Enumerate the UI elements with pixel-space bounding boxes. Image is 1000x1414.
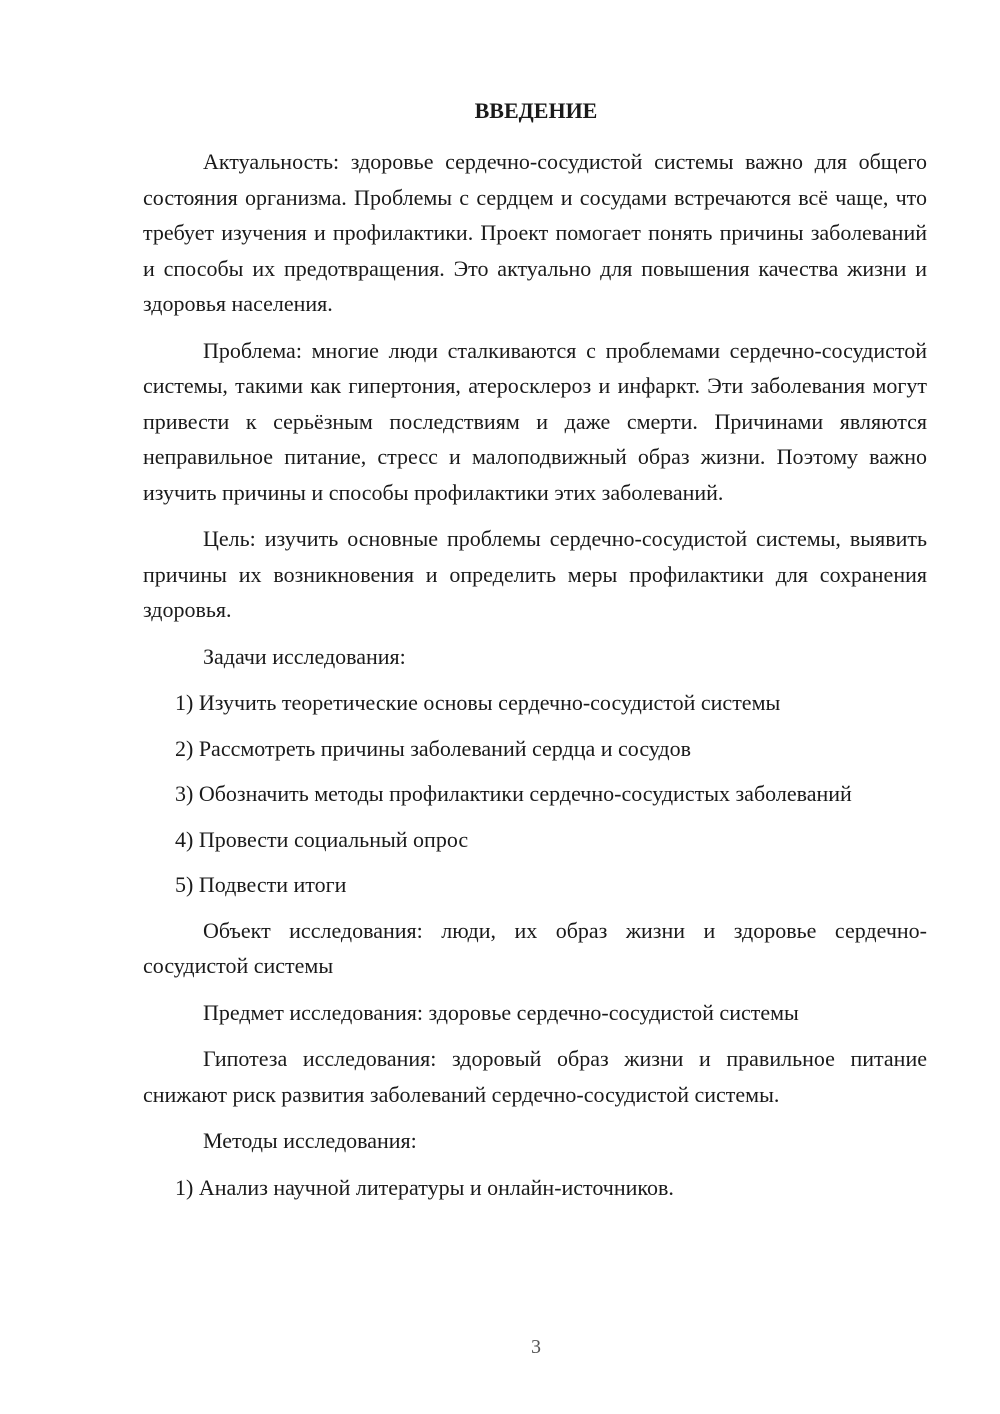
relevance-paragraph: Актуальность: здоровье сердечно-сосудистой системы важно для общего состояния организма. Проблемы с сердцем и сосудами встречаются всё чаще, что требует изучения и профилактики. Проект помогает понять причины заболеваний и способы их предотвращения. Это актуально для повышения качества жизни и здоровья населения. <box>143 149 927 316</box>
document-body <box>143 144 927 1215</box>
object-paragraph: Объект исследования: люди, их образ жизни и здоровье сердечно-сосудистой системы <box>143 917 927 978</box>
task-item: 1) Изучить теоретические основы сердечно-сосудистой системы <box>175 690 781 715</box>
subject-paragraph: Предмет исследования: здоровье сердечно-сосудистой системы <box>203 999 799 1025</box>
page-number: 3 <box>531 1336 541 1358</box>
tasks-heading: Задачи исследования: <box>203 643 406 669</box>
methods-heading: Методы исследования: <box>203 1128 417 1153</box>
task-item: 3) Обозначить методы профилактики сердечно-сосудистых заболеваний <box>175 781 852 806</box>
goal-paragraph: Цель: изучить основные проблемы сердечно-сосудистой системы, выявить причины их возникновения и определить меры профилактики для сохранения здоровья. <box>143 526 927 622</box>
page-title: ВВЕДЕНИЕ <box>474 98 598 123</box>
task-item: 4) Провести социальный опрос <box>175 826 469 852</box>
method-item: 1) Анализ научной литературы и онлайн-источников. <box>175 1174 674 1200</box>
task-item: 5) Подвести итоги <box>175 872 347 897</box>
problem-paragraph: Проблема: многие люди сталкиваются с проблемами сердечно-сосудистой системы, такими как гипертония, атеросклероз и инфаркт. Эти заболевания могут привести к серьёзным последствиям и даже смерти. Причинами являются неправильное питание, стресс и малоподвижный образ жизни. Поэтому важно изучить причины и способы профилактики этих заболеваний. <box>143 337 927 505</box>
task-item: 2) Рассмотреть причины заболеваний сердца и сосудов <box>175 735 692 761</box>
hypothesis-paragraph: Гипотеза исследования: здоровый образ жизни и правильное питание снижают риск развития заболеваний сердечно-сосудистой системы. <box>143 1046 927 1107</box>
